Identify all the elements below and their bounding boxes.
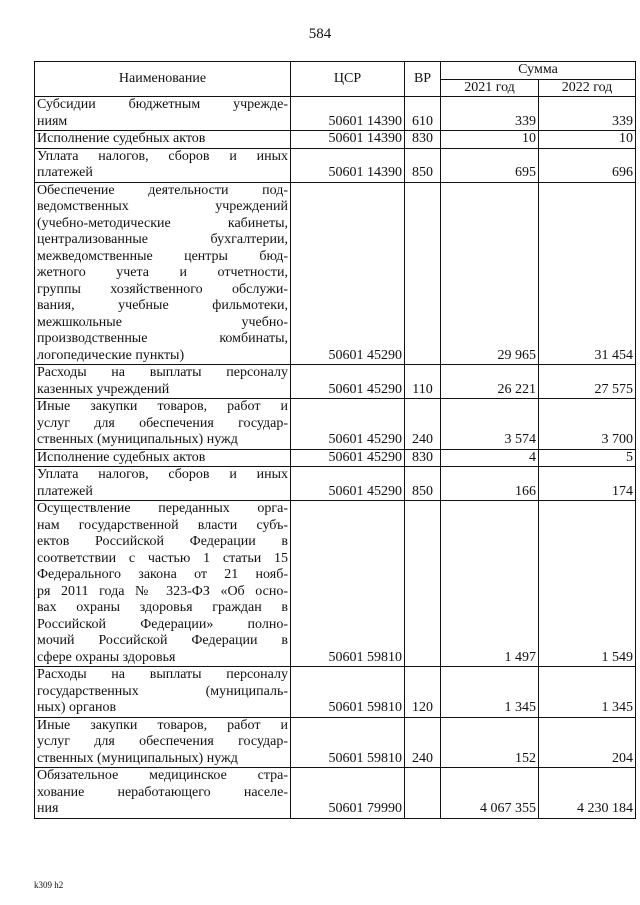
table-row (35, 501, 636, 667)
row-csr: 50601 14390 (291, 97, 405, 131)
row-csr: 50601 14390 (291, 131, 405, 149)
row-csr: 50601 45290 (291, 182, 405, 365)
row-name-line: Обеспечение деятельности под- (37, 182, 288, 198)
row-name-line: хование неработающего населе- (37, 784, 288, 800)
table-row (35, 148, 636, 182)
row-name-line: ектов Российской Федерации в (37, 534, 288, 549)
row-sum-2022: 5 (539, 449, 636, 467)
table-row (35, 768, 636, 819)
row-name-line: ственных (муниципальных) нужд (37, 750, 238, 766)
row-name-line: соответствии с частью 1 статьи 15 (37, 550, 288, 566)
row-name-line: ря 2011 года № 323-ФЗ «Об осно- (37, 583, 288, 599)
row-sum-2021: 10 (441, 131, 539, 149)
row-sum-2021: 166 (441, 467, 539, 501)
row-sum-2021: 695 (441, 148, 539, 182)
header-vr: ВР (405, 62, 441, 97)
row-csr: 50601 45290 (291, 467, 405, 501)
header-csr: ЦСР (291, 62, 405, 97)
table-body (35, 97, 636, 819)
row-name-line: Иные закупки товаров, работ и (37, 399, 288, 414)
row-sum-2022: 339 (539, 97, 636, 131)
row-name-line: Иные закупки товаров, работ и (37, 717, 288, 733)
table-row (35, 399, 636, 450)
row-name-line: Исполнение судебных актов (37, 131, 206, 146)
row-name-line: услуг для обеспечения государ- (37, 734, 288, 749)
row-name-line: услуг для обеспечения государ- (37, 415, 288, 431)
row-sum-2021: 4 (441, 449, 539, 467)
row-name (35, 131, 291, 149)
row-name-line: мочий Российской Федерации в (37, 633, 288, 648)
table-row (35, 131, 636, 149)
row-sum-2021: 29 965 (441, 182, 539, 365)
footer-code: k309 h2 (34, 880, 64, 890)
table-row (35, 667, 636, 718)
row-vr: 610 (405, 97, 441, 131)
row-name-line: нам государственной власти субъ- (37, 517, 288, 533)
row-sum-2022: 696 (539, 148, 636, 182)
table-row (35, 467, 636, 501)
row-sum-2021: 1 345 (441, 667, 539, 718)
row-sum-2021: 339 (441, 97, 539, 131)
row-sum-2022: 3 700 (539, 399, 636, 450)
row-vr: 850 (405, 148, 441, 182)
row-name-line: вания, учебные фильмотеки, (37, 298, 288, 313)
row-sum-2021: 26 221 (441, 365, 539, 399)
row-name-line: сфере охраны здоровья (37, 649, 176, 665)
row-name-line: Обязательное медицинское стра- (37, 768, 288, 783)
header-year-2022: 2022 год (539, 79, 636, 97)
row-name (35, 97, 291, 131)
row-sum-2022: 31 454 (539, 182, 636, 365)
row-name-line: платежей (37, 483, 93, 499)
row-sum-2022: 4 230 184 (539, 768, 636, 819)
row-name-line: ниям (37, 113, 68, 129)
row-csr: 50601 14390 (291, 148, 405, 182)
row-sum-2022: 10 (539, 131, 636, 149)
row-name-line: Осуществление переданных орга- (37, 501, 288, 516)
row-name-line: вах охраны здоровья граждан в (37, 600, 288, 615)
row-sum-2022: 204 (539, 717, 636, 768)
row-name-line: (учебно-методические кабинеты, (37, 215, 288, 231)
row-name (35, 148, 291, 182)
row-name-line: Расходы на выплаты персоналу (37, 365, 288, 380)
table-row (35, 717, 636, 768)
row-sum-2022: 27 575 (539, 365, 636, 399)
row-sum-2022: 1 345 (539, 667, 636, 718)
row-csr: 50601 79990 (291, 768, 405, 819)
budget-table (34, 61, 636, 819)
row-name (35, 768, 291, 819)
row-name (35, 399, 291, 450)
row-name (35, 182, 291, 365)
row-name-line: ственных (муниципальных) нужд (37, 432, 238, 447)
row-vr: 240 (405, 399, 441, 450)
row-csr: 50601 59810 (291, 667, 405, 718)
row-name (35, 667, 291, 718)
row-name-line: межшкольные учебно- (37, 314, 288, 330)
row-sum-2022: 174 (539, 467, 636, 501)
row-name-line: логопедические пункты) (37, 347, 185, 363)
row-name (35, 449, 291, 467)
table-row (35, 97, 636, 131)
table-header-row-1 (35, 62, 636, 80)
row-name-line: платежей (37, 165, 93, 180)
row-vr: 120 (405, 667, 441, 718)
row-name (35, 365, 291, 399)
row-csr: 50601 45290 (291, 449, 405, 467)
row-name-line: Субсидии бюджетным учрежде- (37, 97, 288, 112)
row-vr: 830 (405, 449, 441, 467)
row-csr: 50601 45290 (291, 365, 405, 399)
row-sum-2021: 4 067 355 (441, 768, 539, 819)
table-row (35, 449, 636, 467)
row-vr (405, 768, 441, 819)
header-sum: Сумма (441, 62, 636, 80)
row-vr: 830 (405, 131, 441, 149)
row-name (35, 717, 291, 768)
row-name (35, 501, 291, 667)
row-sum-2021: 152 (441, 717, 539, 768)
row-csr: 50601 45290 (291, 399, 405, 450)
row-vr (405, 182, 441, 365)
row-vr: 850 (405, 467, 441, 501)
row-name-line: ведомственных учреждений (37, 199, 288, 214)
header-name: Наименование (35, 62, 291, 97)
row-name-line: Исполнение судебных актов (37, 449, 206, 465)
row-name-line: производственные комбинаты, (37, 331, 288, 346)
row-name-line: централизованные бухгалтерии, (37, 232, 288, 247)
row-name-line: Уплата налогов, сборов и иных (37, 467, 288, 482)
row-name-line: ных) органов (37, 700, 117, 715)
table-row (35, 365, 636, 399)
row-csr: 50601 59810 (291, 501, 405, 667)
row-sum-2021: 3 574 (441, 399, 539, 450)
row-vr (405, 501, 441, 667)
table-row (35, 182, 636, 365)
page-number: 584 (308, 26, 332, 42)
row-vr: 240 (405, 717, 441, 768)
row-sum-2022: 1 549 (539, 501, 636, 667)
row-name (35, 467, 291, 501)
row-name-line: группы хозяйственного обслужи- (37, 281, 288, 297)
row-name-line: ния (37, 801, 59, 816)
row-name-line: Расходы на выплаты персоналу (37, 667, 288, 682)
header-year-2021: 2021 год (441, 79, 539, 97)
row-name-line: Федерального закона от 21 нояб- (37, 567, 288, 582)
row-name-line: Российской Федерации» полно- (37, 616, 288, 632)
row-name-line: межведомственные центры бюд- (37, 248, 288, 264)
row-name-line: жетного учета и отчетности, (37, 265, 288, 280)
row-name-line: казенных учреждений (37, 381, 170, 397)
row-name-line: государственных (муниципаль- (37, 683, 288, 699)
row-vr: 110 (405, 365, 441, 399)
row-name-line: Уплата налогов, сборов и иных (37, 148, 288, 164)
row-csr: 50601 59810 (291, 717, 405, 768)
row-sum-2021: 1 497 (441, 501, 539, 667)
